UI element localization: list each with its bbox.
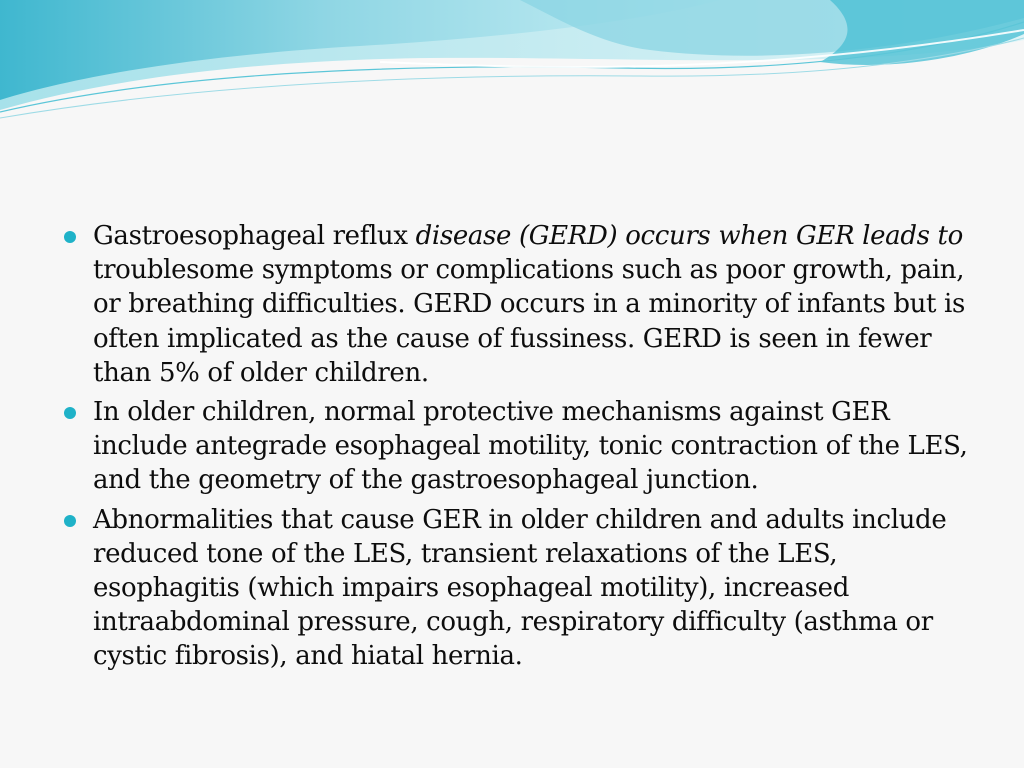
bullet-item-gerd-definition bbox=[62, 219, 972, 390]
bullet-text: Abnormalities that cause GER in older children and adults include reduced tone of the LES, transient relaxations of the LES, esophagitis (which impairs esophageal motility), increased intraabdominal pressure, cough, respiratory difficulty (asthma or cystic fibrosis), and hiatal hernia. bbox=[93, 504, 947, 672]
bullet-item-abnormalities bbox=[62, 503, 972, 674]
bullet-text-italic: disease (GERD) occurs when GER leads to bbox=[415, 221, 963, 251]
bullet-dot-icon bbox=[64, 515, 76, 527]
bullet-text-post: troublesome symptoms or complications such as poor growth, pain, or breathing difficulties. GERD occurs in a minority of infants but is often implicated as the cause of fussiness. GERD is seen in fewer than 5% of older children. bbox=[93, 255, 966, 388]
bullet-text: In older children, normal protective mechanisms against GER include antegrade esophageal motility, tonic contraction of the LES, and the geometry of the gastroesophageal junction. bbox=[93, 397, 968, 496]
bullet-text-pre: Gastroesophageal reflux bbox=[93, 221, 416, 251]
bullet-dot-icon bbox=[64, 231, 76, 243]
bullet-list bbox=[62, 219, 972, 674]
bullet-item-protective-mechanisms bbox=[62, 395, 972, 498]
slide-body bbox=[62, 219, 972, 679]
header-wave-decoration bbox=[0, 0, 1024, 140]
bullet-dot-icon bbox=[64, 407, 76, 419]
